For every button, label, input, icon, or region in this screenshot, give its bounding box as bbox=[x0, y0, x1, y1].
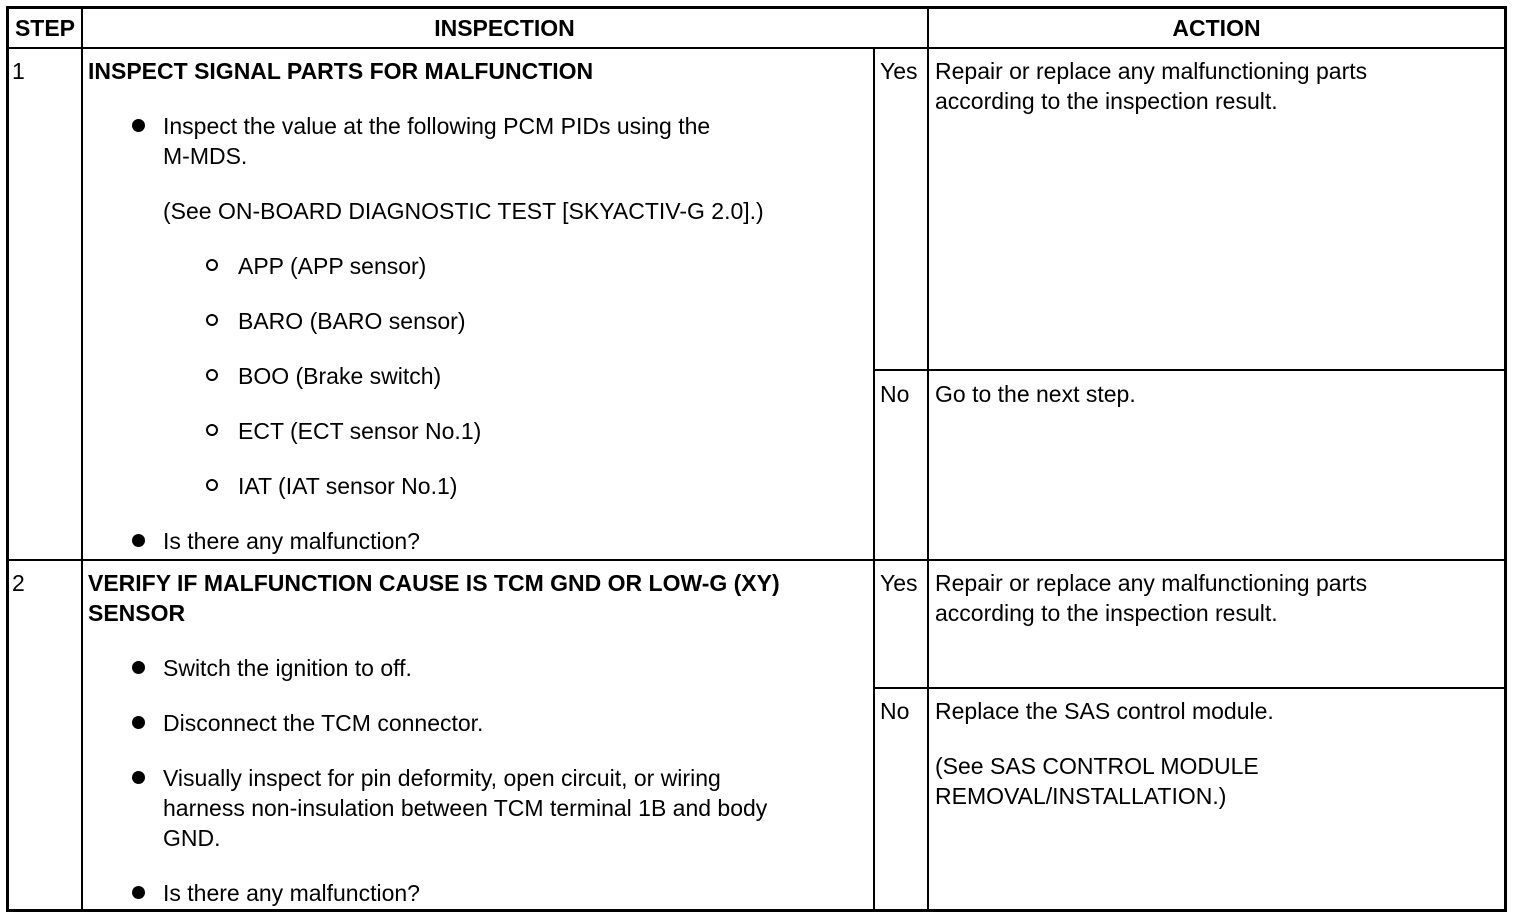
header-divider bbox=[8, 47, 1505, 49]
result-yes: Yes bbox=[880, 570, 918, 596]
inspection-instruction: M-MDS. bbox=[163, 143, 248, 169]
header-inspection: INSPECTION bbox=[434, 15, 575, 41]
action-no: Replace the SAS control module. bbox=[935, 698, 1274, 724]
inspection-instruction: GND. bbox=[163, 825, 221, 851]
step-number: 1 bbox=[12, 58, 25, 84]
action-yes: Repair or replace any malfunctioning parts bbox=[935, 570, 1368, 596]
result-column-divider bbox=[873, 48, 875, 910]
header-step: STEP bbox=[14, 15, 76, 41]
bullet-icon bbox=[132, 771, 145, 784]
bullet-icon bbox=[132, 534, 145, 547]
step-title: SENSOR bbox=[88, 600, 186, 626]
action-yes: according to the inspection result. bbox=[935, 88, 1278, 114]
bullet-icon bbox=[132, 119, 145, 132]
inspection-instruction: Visually inspect for pin deformity, open circuit, or wiring bbox=[163, 765, 721, 791]
sub-bullet-icon bbox=[206, 424, 218, 436]
bullet-icon bbox=[132, 661, 145, 674]
inspection-question: Is there any malfunction? bbox=[163, 528, 420, 554]
step-title: INSPECT SIGNAL PARTS FOR MALFUNCTION bbox=[88, 58, 594, 84]
row-divider bbox=[8, 559, 1505, 561]
reference-link[interactable]: (See SAS CONTROL MODULE bbox=[935, 753, 1259, 779]
step-title: VERIFY IF MALFUNCTION CAUSE IS TCM GND OR LOW-G (XY) bbox=[88, 570, 780, 596]
step-number: 2 bbox=[12, 570, 25, 596]
sub-bullet-icon bbox=[206, 369, 218, 381]
sub-bullet-icon bbox=[206, 259, 218, 271]
reference-link[interactable]: REMOVAL/INSTALLATION.) bbox=[935, 783, 1227, 809]
header-action: ACTION bbox=[1172, 15, 1261, 41]
sub-bullet-icon bbox=[206, 479, 218, 491]
bullet-icon bbox=[132, 716, 145, 729]
step-column-divider bbox=[81, 8, 83, 910]
pid-item: IAT (IAT sensor No.1) bbox=[238, 473, 458, 499]
sub-bullet-icon bbox=[206, 314, 218, 326]
pid-item: APP (APP sensor) bbox=[238, 253, 427, 279]
inspection-instruction: Inspect the value at the following PCM PIDs using the bbox=[163, 113, 711, 139]
pid-item: ECT (ECT sensor No.1) bbox=[238, 418, 482, 444]
inspection-question: Is there any malfunction? bbox=[163, 880, 420, 906]
step1-yes-no-divider bbox=[874, 369, 1505, 371]
result-no: No bbox=[880, 698, 910, 724]
bullet-icon bbox=[132, 886, 145, 899]
action-yes: according to the inspection result. bbox=[935, 600, 1278, 626]
result-no: No bbox=[880, 381, 910, 407]
pid-item: BARO (BARO sensor) bbox=[238, 308, 466, 334]
result-yes: Yes bbox=[880, 58, 918, 84]
inspection-instruction: harness non-insulation between TCM terminal 1B and body bbox=[163, 795, 768, 821]
reference-link[interactable]: (See ON-BOARD DIAGNOSTIC TEST [SKYACTIV-G 2.0].) bbox=[163, 198, 764, 224]
inspection-instruction: Disconnect the TCM connector. bbox=[163, 710, 484, 736]
action-no: Go to the next step. bbox=[935, 381, 1136, 407]
inspection-instruction: Switch the ignition to off. bbox=[163, 655, 412, 681]
inspection-column-divider bbox=[927, 8, 929, 910]
action-yes: Repair or replace any malfunctioning parts bbox=[935, 58, 1368, 84]
pid-item: BOO (Brake switch) bbox=[238, 363, 442, 389]
step2-yes-no-divider bbox=[874, 687, 1505, 689]
